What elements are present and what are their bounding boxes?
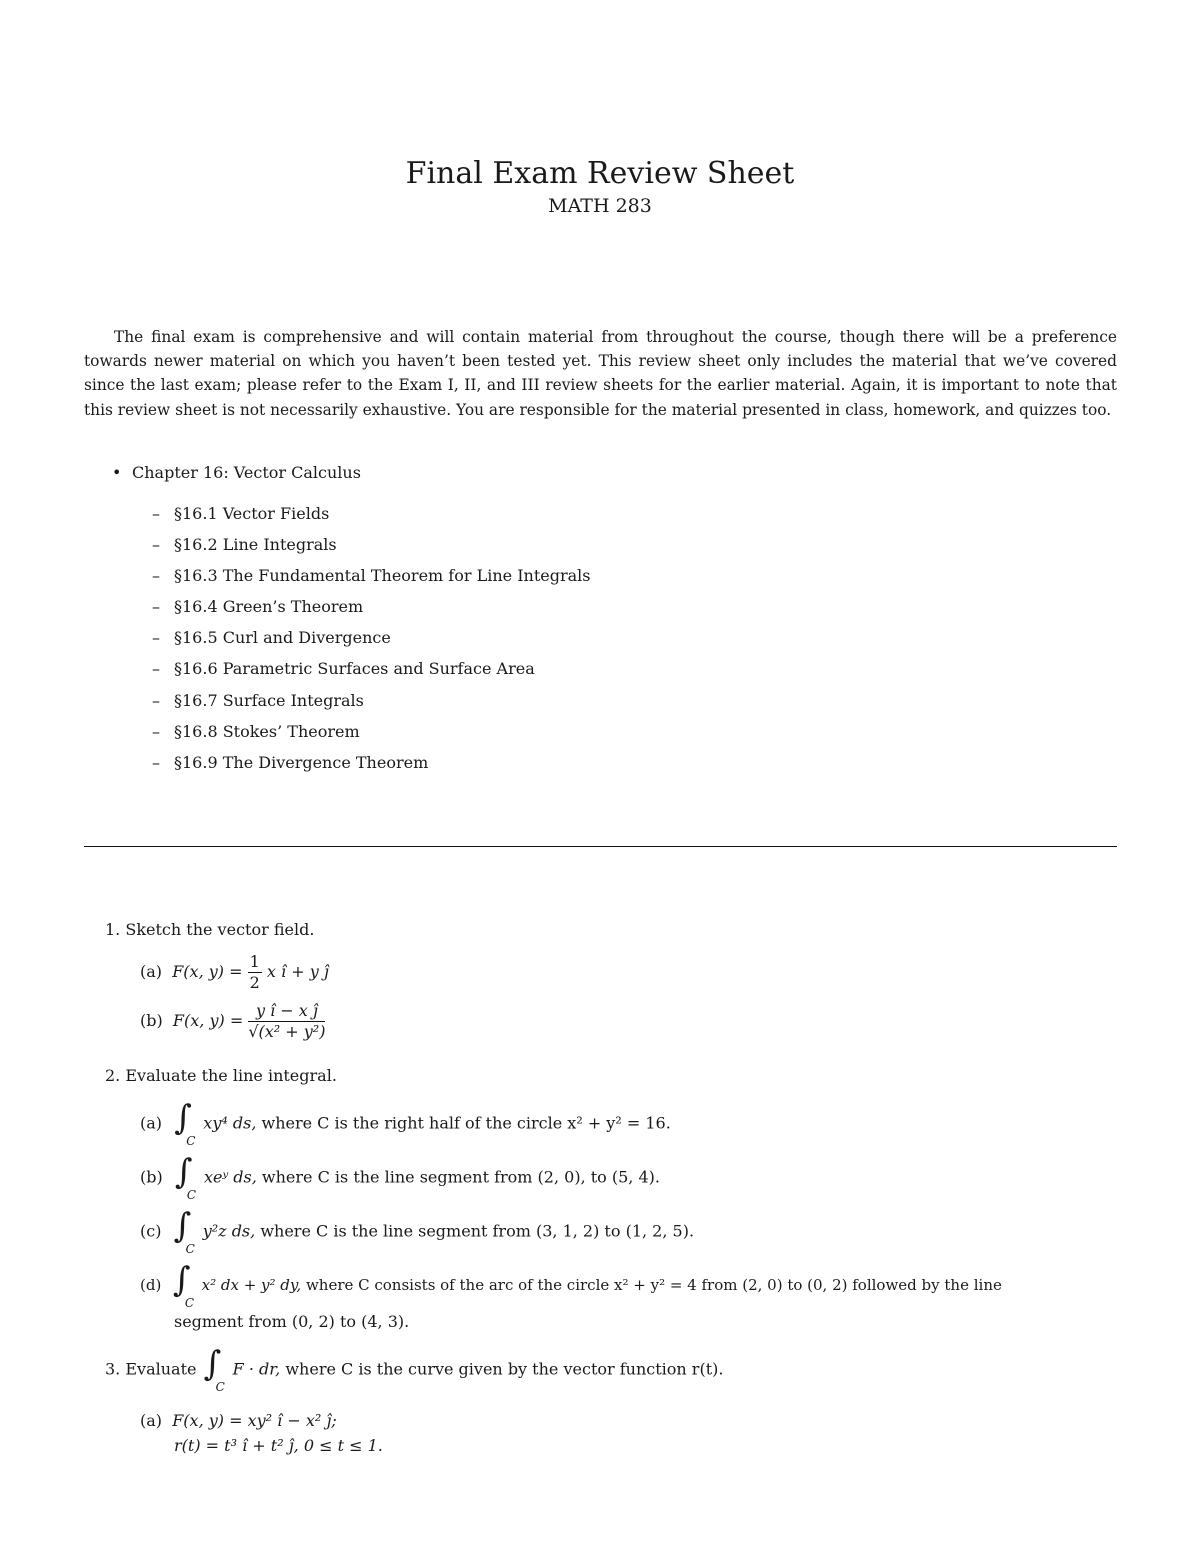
horizontal-divider bbox=[84, 846, 1117, 847]
bullet-icon: • bbox=[112, 463, 122, 482]
list-item: – §16.3 The Fundamental Theorem for Line Integrals bbox=[152, 566, 591, 586]
chapter-bullet bbox=[112, 461, 361, 485]
list-item: – §16.7 Surface Integrals bbox=[152, 690, 364, 710]
list-item: – §16.5 Curl and Divergence bbox=[152, 628, 391, 648]
section-list bbox=[152, 498, 590, 778]
list-item: – §16.9 The Divergence Theorem bbox=[152, 752, 429, 772]
integral-icon: ∫ C bbox=[174, 1152, 197, 1202]
fraction: $\frac{\text{y î − x ĵ}}{\text{√(x² + y²)}}$ bbox=[248, 1001, 326, 1041]
list-item: – §16.2 Line Integrals bbox=[152, 535, 337, 555]
integral-icon: ∫ C bbox=[203, 1344, 225, 1394]
problem-3a-line2: r(t) = t³ î + t² ĵ, 0 ≤ t ≤ 1. bbox=[174, 1436, 383, 1455]
intro-paragraph: The final exam is comprehensive and will contain material from throughout the course, though there will be a preference towards newer material on which you haven’t been tested yet. This review sheet only includes the material that we’ve covered since the last exam; please refer to the Exam I, II, and III review sheets for the earlier material. Again, it is important to note that this review sheet is not necessarily exhaustive. You are responsible for the material presented in class, homework, and quizzes too. bbox=[84, 328, 1117, 419]
problem-3a: (a) F(x, y) = xy² î − x² ĵ; bbox=[140, 1411, 337, 1430]
problem-2d-continued: segment from (0, 2) to (4, 3). bbox=[174, 1312, 410, 1331]
course-code: MATH 283 bbox=[548, 195, 652, 217]
problem-2d: (d) ∫ C x² dx + y² dy, where C consists of the arc of the circle x² + y² = 4 from (2, 0) to (0, 2) followed by the line bbox=[140, 1260, 1002, 1310]
problem-1: 1. Sketch the vector field. bbox=[105, 920, 315, 939]
list-item: – §16.1 Vector Fields bbox=[152, 504, 330, 523]
list-item: – §16.8 Stokes’ Theorem bbox=[152, 721, 360, 741]
problem-1b: (b) F(x, y) = $\frac{\text{y î − x ĵ}}{\text{√(x² + y²)}}$ bbox=[140, 1001, 326, 1041]
page-title: Final Exam Review Sheet bbox=[405, 156, 795, 191]
problem-1a: (a) F(x, y) = $\frac{1}{2}$ x î + y ĵ bbox=[140, 952, 329, 992]
problem-2a: (a) ∫ C xy⁴ ds, where C is the right half of the circle x² + y² = 16. bbox=[140, 1098, 671, 1148]
problem-3: 3. Evaluate ∫ C F · dr, where C is the curve given by the vector function r(t). bbox=[105, 1344, 724, 1394]
integral-icon: ∫ C bbox=[172, 1260, 195, 1310]
list-item: – §16.4 Green’s Theorem bbox=[152, 597, 364, 617]
fraction: $\frac{1}{2}$ bbox=[249, 952, 260, 992]
integral-icon: ∫ C bbox=[174, 1098, 196, 1148]
problem-2b: (b) ∫ C xeʸ ds, where C is the line segment from (2, 0), to (5, 4). bbox=[140, 1152, 660, 1202]
integral-icon: ∫ C bbox=[173, 1206, 195, 1256]
problem-2c: (c) ∫ C y²z ds, where C is the line segment from (3, 1, 2) to (1, 2, 5). bbox=[140, 1206, 695, 1256]
problem-2: 2. Evaluate the line integral. bbox=[105, 1066, 337, 1085]
chapter-label: Chapter 16: Vector Calculus bbox=[132, 463, 361, 482]
list-item: – §16.6 Parametric Surfaces and Surface Area bbox=[152, 659, 535, 679]
